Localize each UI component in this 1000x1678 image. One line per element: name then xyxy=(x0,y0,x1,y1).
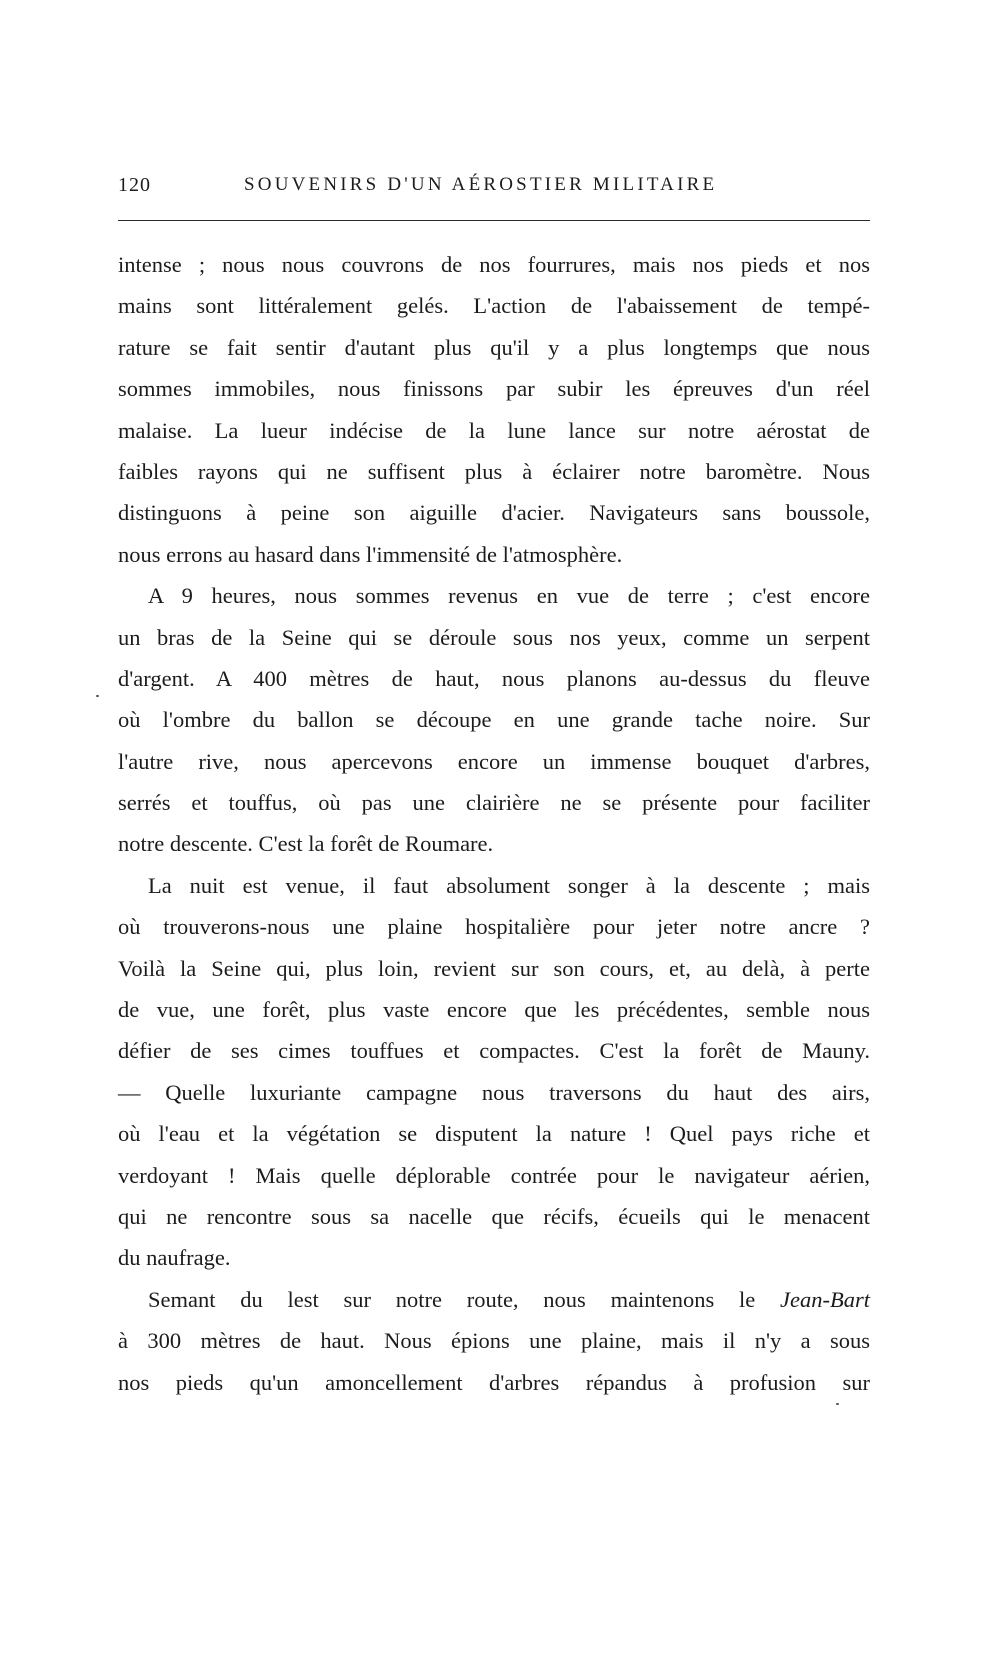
paragraph-1 xyxy=(118,244,870,575)
ship-name: Jean-Bart xyxy=(780,1286,870,1312)
text-line: La nuit est venue, il faut absolument songer à la descente ; mais xyxy=(148,872,870,898)
text-line: distinguons à peine son aiguille d'acier. Navigateurs sans boussole, xyxy=(118,500,870,526)
text-run: Semant du lest sur notre route, nous maintenons le xyxy=(148,1286,781,1312)
text-line: défier de ses cimes touffues et compactes. C'est la forêt de Mauny. xyxy=(118,1038,870,1064)
text-line: sommes immobiles, nous finissons par subir les épreuves d'un réel xyxy=(118,376,870,402)
text-line: d'argent. A 400 mètres de haut, nous planons au-dessus du fleuve xyxy=(118,665,870,691)
running-title: SOUVENIRS D'UN AÉROSTIER MILITAIRE xyxy=(244,174,718,195)
text-line xyxy=(118,1279,870,1320)
text-line: l'autre rive, nous apercevons encore un immense bouquet d'arbres, xyxy=(118,748,870,774)
text-line: rature se fait sentir d'autant plus qu'il y a plus longtemps que nous xyxy=(118,334,870,360)
text-line: Voilà la Seine qui, plus loin, revient sur son cours, et, au delà, à perte xyxy=(118,955,870,981)
text-line: un bras de la Seine qui se déroule sous nos yeux, comme un serpent xyxy=(118,624,870,650)
paragraph-3 xyxy=(118,865,870,1279)
text-line: de vue, une forêt, plus vaste encore que les précédentes, semble nous xyxy=(118,997,870,1023)
text-line: nos pieds qu'un amoncellement d'arbres répandus à profusion sur xyxy=(118,1369,870,1395)
text-line: verdoyant ! Mais quelle déplorable contrée pour le navigateur aérien, xyxy=(118,1162,870,1188)
text-line: faibles rayons qui ne suffisent plus à éclairer notre baromètre. Nous xyxy=(118,458,870,484)
text-line: mains sont littéralement gelés. L'action de l'abaissement de tempé- xyxy=(118,293,870,319)
text-line: notre descente. C'est la forêt de Roumare. xyxy=(118,831,494,857)
running-head xyxy=(118,170,870,204)
paragraph-4 xyxy=(118,1279,870,1403)
text-line: où l'eau et la végétation se disputent la nature ! Quel pays riche et xyxy=(118,1121,870,1147)
text-line: serrés et touffus, où pas une clairière ne se présente pour faciliter xyxy=(118,790,870,816)
text-line: où trouverons-nous une plaine hospitalière pour jeter notre ancre ? xyxy=(118,914,870,940)
text-line: à 300 mètres de haut. Nous épions une plaine, mais il n'y a sous xyxy=(118,1328,870,1354)
text-line: qui ne rencontre sous sa nacelle que récifs, écueils qui le menacent xyxy=(118,1203,870,1229)
text-line: du naufrage. xyxy=(118,1245,231,1271)
page-number: 120 xyxy=(118,174,151,196)
text-line: malaise. La lueur indécise de la lune lance sur notre aérostat de xyxy=(118,417,870,443)
print-speck xyxy=(96,695,99,697)
text-line: — Quelle luxuriante campagne nous traversons du haut des airs, xyxy=(118,1079,870,1105)
print-speck xyxy=(836,1403,839,1405)
text-line: nous errons au hasard dans l'immensité de l'atmosphère. xyxy=(118,541,623,567)
text-line: où l'ombre du ballon se découpe en une grande tache noire. Sur xyxy=(118,707,870,733)
paragraph-2 xyxy=(118,575,870,865)
text-line: intense ; nous nous couvrons de nos fourrures, mais nos pieds et nos xyxy=(118,252,870,277)
text-line: A 9 heures, nous sommes revenus en vue de terre ; c'est encore xyxy=(148,583,870,609)
body-text xyxy=(118,244,870,1403)
header-rule xyxy=(118,220,870,221)
